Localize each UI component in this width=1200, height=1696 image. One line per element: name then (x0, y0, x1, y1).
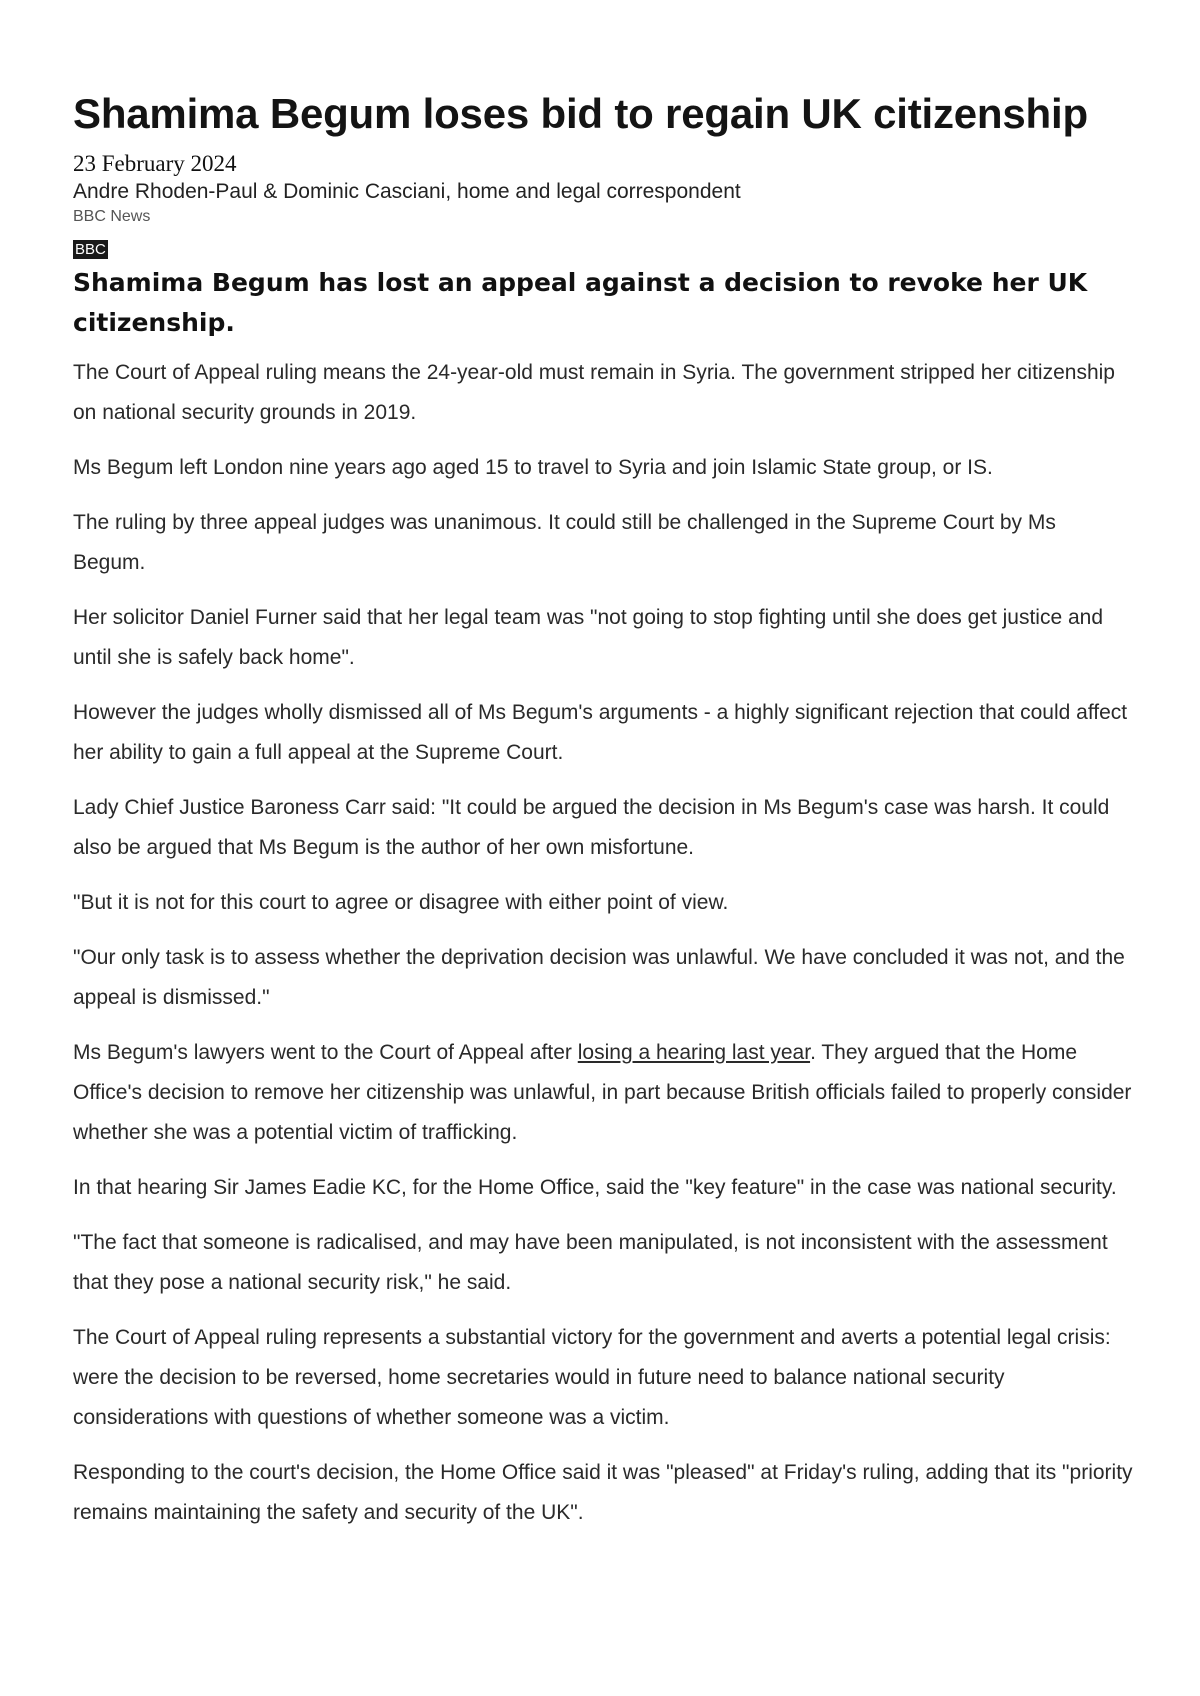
paragraph: The Court of Appeal ruling represents a substantial victory for the government and averts a potential legal crisis: were the decision to be reversed, home secretaries would in future need to balance national security considerations with questions of whether someone was a victim. (73, 1326, 1111, 1429)
paragraph: Lady Chief Justice Baroness Carr said: "It could be argued the decision in Ms Begum's case was harsh. It could also be argued that Ms Begum is the author of her own misfortune. (73, 796, 1110, 859)
paragraph-with-link (73, 1033, 1133, 1153)
paragraph: The ruling by three appeal judges was unanimous. It could still be challenged in the Supreme Court by Ms Begum. (73, 511, 1056, 574)
paragraph: However the judges wholly dismissed all of Ms Begum's arguments - a highly significant rejection that could affect her ability to gain a full appeal at the Supreme Court. (73, 701, 1128, 764)
paragraph: "The fact that someone is radicalised, and may have been manipulated, is not inconsistent with the assessment that they pose a national security risk," he said. (73, 1231, 1108, 1294)
article-headline: Shamima Begum loses bid to regain UK citizenship (73, 90, 1088, 137)
article (73, 88, 1133, 1548)
article-date: 23 February 2024 (73, 151, 237, 176)
article-lede: Shamima Begum has lost an appeal against a decision to revoke her UK citizenship. (73, 268, 1088, 337)
article-source: BBC News (73, 208, 151, 225)
hearing-last-year-link[interactable]: losing a hearing last year (577, 1041, 811, 1064)
bbc-logo-icon: BBC (75, 241, 106, 258)
paragraph-text: Ms Begum's lawyers went to the Court of Appeal after (73, 1041, 578, 1064)
article-byline: Andre Rhoden-Paul & Dominic Casciani, home and legal correspondent (73, 180, 741, 203)
paragraph: The Court of Appeal ruling means the 24-year-old must remain in Syria. The government stripped her citizenship on national security grounds in 2019. (73, 361, 1115, 424)
paragraph: "Our only task is to assess whether the deprivation decision was unlawful. We have concluded it was not, and the appeal is dismissed." (73, 946, 1125, 1009)
paragraph: Her solicitor Daniel Furner said that her legal team was "not going to stop fighting until she does get justice and until she is safely back home". (73, 606, 1104, 669)
paragraph: "But it is not for this court to agree or disagree with either point of view. (73, 891, 729, 914)
paragraph-text: . They argued that the Home Office's decision to remove her citizenship was unlawful, in part because British officials failed to properly consider whether she was a potential victim of trafficking. (73, 1041, 1132, 1144)
paragraph: In that hearing Sir James Eadie KC, for the Home Office, said the "key feature" in the case was national security. (73, 1176, 1117, 1199)
paragraph: Responding to the court's decision, the Home Office said it was "pleased" at Friday's ruling, adding that its "priority remains maintaining the safety and security of the UK". (73, 1461, 1133, 1524)
paragraph: Ms Begum left London nine years ago aged 15 to travel to Syria and join Islamic State group, or IS. (73, 456, 993, 479)
